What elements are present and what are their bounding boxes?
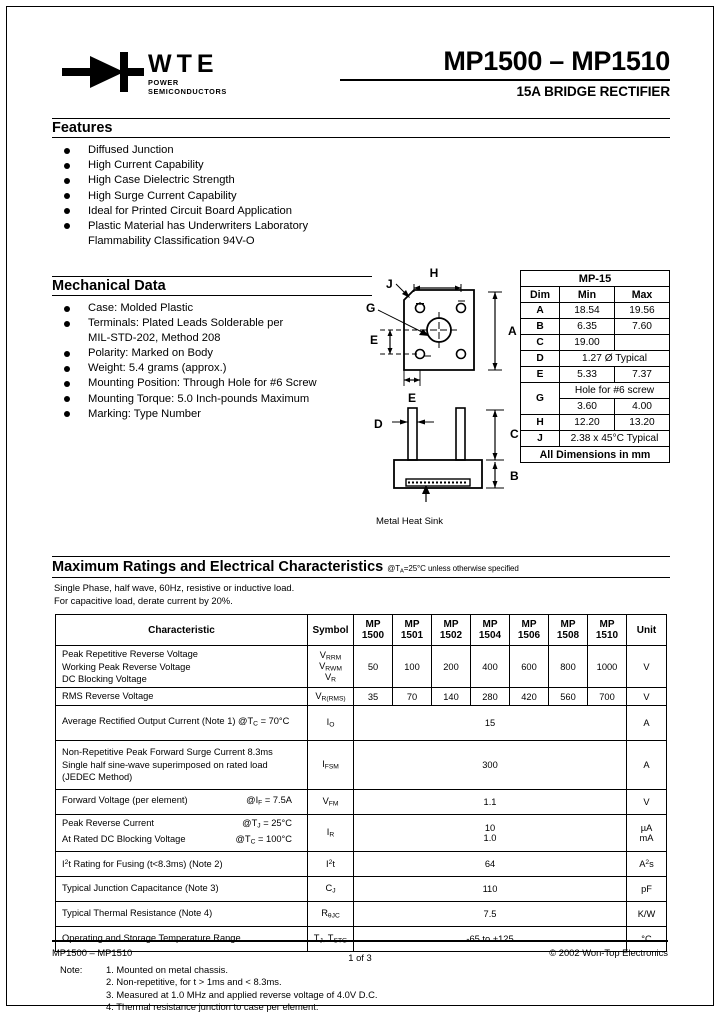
dim-span-value: 2.38 x 45°C Typical [560, 431, 670, 447]
characteristic-line: Working Peak Reverse Voltage [62, 661, 191, 672]
mechanical-list [52, 301, 372, 421]
symbol-cell: $V_{RRM}$ $V_{RWM}$ $V_R$ [308, 646, 354, 688]
bullet-icon [64, 306, 70, 312]
dim-label-j: J [386, 277, 393, 292]
mechanical-column [52, 254, 372, 422]
value-cell: 140 [432, 688, 471, 705]
characteristic-line: DC Blocking Voltage [62, 673, 147, 684]
dim-max [614, 335, 669, 351]
symbol-cell: $T_J$, $T_{STG}$ [308, 926, 354, 951]
characteristic-line: Forward Voltage (per element) [62, 794, 188, 805]
mechanical-text: Polarity: Marked on Body [88, 347, 213, 360]
table-row [521, 335, 670, 351]
mechanical-text: Marking: Type Number [88, 407, 201, 420]
merged-value-cell: 1.1 [354, 789, 627, 814]
value-cell: 70 [393, 688, 432, 705]
unit-cell: A [627, 705, 667, 740]
notes-first-row [60, 964, 670, 977]
merged-value-cell: 110 [354, 876, 627, 901]
characteristic-cell: $I^2t$ Rating for Fusing (t<8.3ms) (Note 2) [56, 851, 308, 876]
bullet-icon [64, 396, 70, 402]
characteristic-condition: $@I_F = 7.5A$ [246, 794, 292, 807]
bullet-icon [64, 223, 70, 229]
value-cell: 280 [471, 688, 510, 705]
bullet-icon [64, 381, 70, 387]
footer-part-number: MP1500 – MP1510 [52, 947, 133, 958]
unit-cell: V [627, 646, 667, 688]
bullet-icon [64, 193, 70, 199]
feature-text: High Surge Current Capability [88, 189, 237, 202]
characteristic-condition: $@T_C = 100^\circ C$ [235, 833, 292, 846]
logo-tagline: POWER SEMICONDUCTORS [148, 78, 227, 96]
page-title: MP1500 – MP1510 [443, 46, 670, 76]
dim-table-title: MP-15 [521, 271, 670, 287]
bullet-icon [64, 148, 70, 154]
symbol-cell: $V_{R(RMS)}$ [308, 688, 354, 705]
bullet-icon [64, 178, 70, 184]
symbol-cell: $I_{FSM}$ [308, 740, 354, 789]
merged-value-cell: 64 [354, 851, 627, 876]
dim-span-value: 1.27 Ø Typical [560, 351, 670, 367]
page-header [52, 20, 670, 118]
column-header-mp1506: MP 1506 [510, 615, 549, 646]
symbol-cell: $V_{FM}$ [308, 789, 354, 814]
column-header-mp1508: MP 1508 [549, 615, 588, 646]
dim-name: C [521, 335, 560, 351]
value-cell: 100 [393, 646, 432, 688]
value-line: 1.0 [483, 832, 497, 843]
title-divider [340, 79, 670, 81]
dim-name: J [521, 431, 560, 447]
notes-row [60, 1001, 670, 1012]
unit-cell: $A^2s$ [627, 851, 667, 876]
dim-name: B [521, 319, 560, 335]
characteristic-line: Peak Repetitive Reverse Voltage [62, 649, 198, 660]
dim-label-g: G [366, 301, 376, 316]
table-row [56, 740, 667, 789]
table-row [56, 688, 667, 705]
list-item [52, 392, 372, 407]
dim-min: 5.33 [560, 367, 615, 383]
dim-name: A [521, 303, 560, 319]
list-item [52, 143, 670, 158]
characteristic-line: Single half sine-wave superimposed on rated load [62, 759, 268, 770]
value-cell: 800 [549, 646, 588, 688]
list-item [52, 316, 372, 345]
mechanical-text: Weight: 5.4 grams (approx.) [88, 362, 227, 375]
merged-value-cell [354, 814, 627, 851]
merged-value-cell: -65 to +125 [354, 926, 627, 951]
mechanical-heading: Mechanical Data [52, 276, 372, 296]
characteristic-line: (JEDEC Method) [62, 771, 133, 782]
symbol-cell: $C_J$ [308, 876, 354, 901]
bullet-icon [64, 351, 70, 357]
mechanical-block [52, 276, 372, 421]
characteristic-cell [56, 740, 308, 789]
list-item [52, 407, 372, 422]
table-row [521, 431, 670, 447]
bullet-icon [64, 366, 70, 372]
mechanical-text: Terminals: Plated Leads Solderable per [88, 317, 284, 330]
page-subtitle: 15A BRIDGE RECTIFIER [516, 84, 670, 99]
dim-min: 19.00 [560, 335, 615, 351]
column-header-mp1500: MP 1500 [354, 615, 393, 646]
unit-cell: pF [627, 876, 667, 901]
mechanical-text: Mounting Position: Through Hole for #6 Screw [88, 377, 317, 390]
characteristic-condition: $@T_J = 25^\circ C$ [242, 817, 292, 830]
list-item [52, 219, 670, 248]
list-item [52, 301, 372, 316]
column-header-symbol: Symbol [308, 615, 354, 646]
table-row [56, 901, 667, 926]
dim-label-a: A [508, 324, 517, 339]
ratings-note-line: Single Phase, half wave, 60Hz, resistive or inductive load. [54, 582, 295, 594]
characteristic-cell: RMS Reverse Voltage [56, 688, 308, 705]
feature-text: High Case Dielectric Strength [88, 174, 235, 187]
symbol-cell: $I_R$ [308, 814, 354, 851]
column-header-mp1501: MP 1501 [393, 615, 432, 646]
column-header-mp1502: MP 1502 [432, 615, 471, 646]
note-item: 3. Measured at 1.0 MHz and applied reverse voltage of 4.0V D.C. [106, 988, 378, 1000]
table-header-row [56, 615, 667, 646]
dim-header-min: Min [560, 287, 615, 303]
dim-max: 13.20 [614, 415, 669, 431]
unit-line: µA [640, 822, 653, 833]
dim-min: 18.54 [560, 303, 615, 319]
characteristic-line: Peak Reverse Current [62, 817, 154, 828]
ratings-condition: $@T_A=25^\circ C$ unless otherwise specified [387, 564, 519, 575]
table-row [521, 303, 670, 319]
symbol-cell: $I_O$ [308, 705, 354, 740]
unit-cell: V [627, 789, 667, 814]
feature-text: Diffused Junction [88, 144, 174, 156]
dim-max: 7.37 [614, 367, 669, 383]
column-header-mp1510: MP 1510 [588, 615, 627, 646]
characteristic-line: At Rated DC Blocking Voltage [62, 833, 186, 844]
feature-text: Ideal for Printed Circuit Board Application [88, 204, 292, 217]
dim-max: 19.56 [614, 303, 669, 319]
dim-label-c: C [510, 427, 519, 442]
bullet-icon [64, 411, 70, 417]
table-row [521, 383, 670, 399]
value-cell: 420 [510, 688, 549, 705]
dim-min: 6.35 [560, 319, 615, 335]
ratings-notes [54, 582, 670, 607]
notes-label: Note: [60, 963, 83, 975]
logo-company-name: WTE [148, 50, 219, 78]
table-row [521, 271, 670, 287]
dim-name: G [521, 383, 560, 415]
unit-line: mA [639, 832, 654, 843]
notes-section [60, 964, 670, 1012]
page-footer [52, 940, 668, 963]
footer-divider [52, 940, 668, 942]
table-row [56, 646, 667, 688]
symbol-cell: $R_{\theta JC}$ [308, 901, 354, 926]
dim-max: 7.60 [614, 319, 669, 335]
list-item [52, 173, 670, 188]
merged-value-cell: 15 [354, 705, 627, 740]
title-block [340, 46, 670, 99]
characteristic-cell: Average Rectified Output Current (Note 1) $@T_C = 70^\circ C$ [56, 705, 308, 740]
list-item [52, 346, 372, 361]
dim-note: Hole for #6 screw [560, 383, 670, 399]
dim-header-dim: Dim [521, 287, 560, 303]
dim-table-footer: All Dimensions in mm [521, 447, 670, 463]
feature-text: Plastic Material has Underwriters Laboratory [88, 219, 309, 232]
list-item [52, 361, 372, 376]
dim-label-d: D [374, 417, 383, 432]
table-row [56, 876, 667, 901]
table-row [521, 351, 670, 367]
value-cell: 35 [354, 688, 393, 705]
footer-copyright: © 2002 Won-Top Electronics [549, 947, 668, 958]
unit-cell: K/W [627, 901, 667, 926]
package-side-view-drawing [362, 400, 532, 528]
dim-label-e-vertical: E [370, 333, 379, 348]
list-item [52, 376, 372, 391]
table-row [521, 367, 670, 383]
dim-label-b: B [510, 469, 519, 484]
list-item [52, 189, 670, 204]
notes-row [60, 976, 670, 989]
unit-cell: °C [627, 926, 667, 951]
value-cell: 560 [549, 688, 588, 705]
notes-row [60, 989, 670, 1002]
list-item [52, 158, 670, 173]
mechanical-text: Mounting Torque: 5.0 Inch-pounds Maximum [88, 392, 310, 405]
ratings-title: Maximum Ratings and Electrical Characteristics [52, 559, 384, 576]
value-cell: 200 [432, 646, 471, 688]
value-cell: 400 [471, 646, 510, 688]
diode-symbol-icon [62, 52, 144, 92]
feature-text-continued: Flammability Classification 94V-O [88, 234, 255, 247]
company-logo [62, 42, 237, 102]
bullet-icon [64, 321, 70, 327]
dim-name: H [521, 415, 560, 431]
unit-cell: A [627, 740, 667, 789]
mechanical-text-continued: MIL-STD-202, Method 208 [88, 331, 221, 344]
characteristic-cell [56, 646, 308, 688]
merged-value-cell: 7.5 [354, 901, 627, 926]
unit-cell [627, 814, 667, 851]
dimension-table-wrapper [520, 270, 670, 463]
drawing-column [362, 260, 670, 550]
footer-page-number: 1 of 3 [348, 952, 372, 963]
note-item: 4. Thermal resistance junction to case per element. [106, 1001, 319, 1012]
dim-label-e-horizontal: E [407, 391, 417, 406]
table-row [56, 851, 667, 876]
table-row [521, 287, 670, 303]
column-header-characteristic: Characteristic [56, 615, 308, 646]
characteristic-cell [56, 814, 308, 851]
table-row [56, 814, 667, 851]
column-header-unit: Unit [627, 615, 667, 646]
column-header-mp1504: MP 1504 [471, 615, 510, 646]
heat-sink-caption: Metal Heat Sink [376, 516, 444, 528]
dim-label-h: H [429, 266, 439, 281]
mechanical-and-drawing-section [52, 254, 670, 554]
list-item [52, 204, 670, 219]
value-line: 10 [484, 822, 496, 833]
features-heading: Features [52, 118, 670, 138]
characteristic-cell [56, 789, 308, 814]
ratings-note-line: For capacitive load, derate current by 20%. [54, 594, 233, 606]
characteristic-line: Non-Repetitive Peak Forward Surge Current 8.3ms [62, 747, 273, 758]
merged-value-cell: 300 [354, 740, 627, 789]
dim-max: 4.00 [614, 399, 669, 415]
table-row [521, 319, 670, 335]
value-cell: 600 [510, 646, 549, 688]
table-row [56, 789, 667, 814]
value-cell: 1000 [588, 646, 627, 688]
dim-name: D [521, 351, 560, 367]
symbol-cell: $I^2t$ [308, 851, 354, 876]
logo-wordmark [148, 52, 240, 96]
value-cell: 50 [354, 646, 393, 688]
feature-text: High Current Capability [88, 159, 204, 172]
note-item: 1. Mounted on metal chassis. [106, 963, 228, 975]
characteristic-cell: Typical Thermal Resistance (Note 4) [56, 901, 308, 926]
package-top-view-drawing [362, 260, 532, 410]
mechanical-text: Case: Molded Plastic [88, 302, 194, 315]
characteristic-cell: Operating and Storage Temperature Range [56, 926, 308, 951]
bullet-icon [64, 208, 70, 214]
dim-name: E [521, 367, 560, 383]
value-cell: 700 [588, 688, 627, 705]
features-list [52, 143, 670, 248]
dim-min: 3.60 [560, 399, 615, 415]
dim-min: 12.20 [560, 415, 615, 431]
page-content [52, 20, 670, 1012]
table-row [521, 415, 670, 431]
ratings-heading-bar [52, 556, 670, 578]
dim-header-max: Max [614, 287, 669, 303]
characteristic-cell: Typical Junction Capacitance (Note 3) [56, 876, 308, 901]
unit-cell: V [627, 688, 667, 705]
dimension-table [520, 270, 670, 463]
table-row [521, 447, 670, 463]
bullet-icon [64, 163, 70, 169]
note-item: 2. Non-repetitive, for t > 1ms and < 8.3ms. [106, 976, 282, 988]
table-row [56, 705, 667, 740]
characteristics-table [55, 614, 667, 951]
